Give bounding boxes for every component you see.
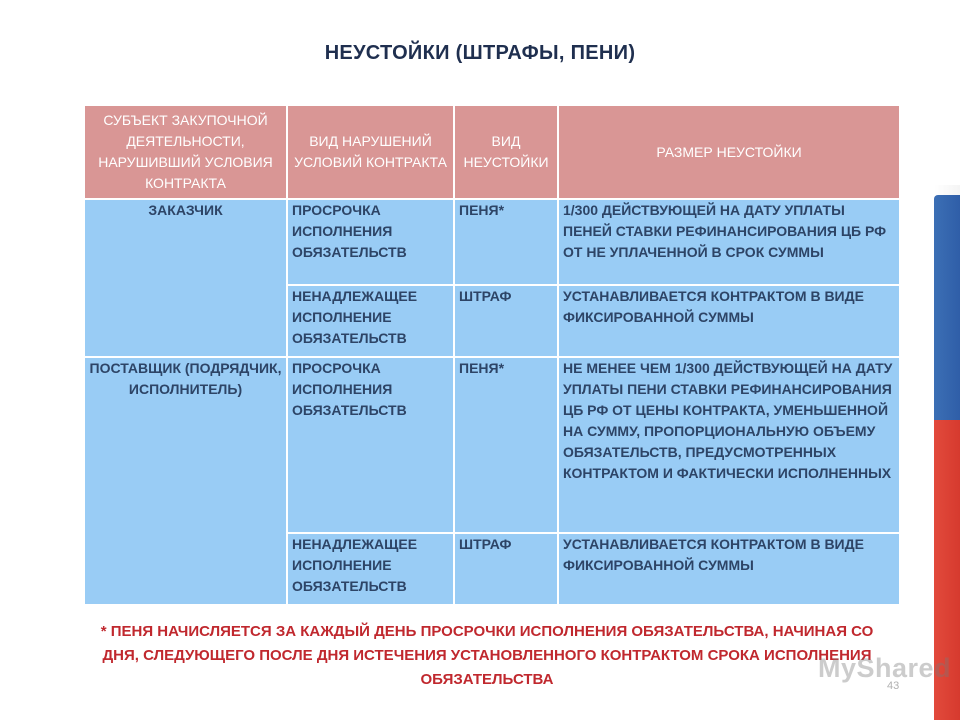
subject-supplier: ПОСТАВЩИК (ПОДРЯДЧИК, ИСПОЛНИТЕЛЬ)	[84, 357, 287, 605]
table-row	[84, 199, 900, 285]
slide-title: НЕУСТОЙКИ (ШТРАФЫ, ПЕНИ)	[324, 42, 636, 64]
watermark-logo: MyShared	[818, 653, 952, 683]
penalty-type-cell: ПЕНЯ*	[454, 199, 558, 285]
flag-blue-stripe	[934, 195, 960, 422]
penalty-amount-cell: УСТАНАВЛИВАЕТСЯ КОНТРАКТОМ В ВИДЕ ФИКСИРОВАННОЙ СУММЫ	[558, 285, 900, 357]
violation-cell: НЕНАДЛЕЖАЩЕЕ ИСПОЛНЕНИЕ ОБЯЗАТЕЛЬСТВ	[287, 285, 454, 357]
violation-cell: ПРОСРОЧКА ИСПОЛНЕНИЯ ОБЯЗАТЕЛЬСТВ	[287, 357, 454, 533]
penalty-type-cell: ШТРАФ	[454, 285, 558, 357]
penalty-amount-cell: УСТАНАВЛИВАЕТСЯ КОНТРАКТОМ В ВИДЕ ФИКСИРОВАННОЙ СУММЫ	[558, 533, 900, 605]
violation-cell: ПРОСРОЧКА ИСПОЛНЕНИЯ ОБЯЗАТЕЛЬСТВ	[287, 199, 454, 285]
footnote: * ПЕНЯ НАЧИСЛЯЕТСЯ ЗА КАЖДЫЙ ДЕНЬ ПРОСРОЧКИ ИСПОЛНЕНИЯ ОБЯЗАТЕЛЬСТВА, НАЧИНАЯ СО ДНЯ, СЛЕДУЮЩЕГО ПОСЛЕ ДНЯ ИСТЕЧЕНИЯ УСТАНОВЛЕННОГО КОНТРАКТОМ СРОКА ИСПОЛНЕНИЯ ОБЯЗАТЕЛЬСТВА	[100, 623, 874, 688]
header-penalty-type: ВИД НЕУСТОЙКИ	[454, 105, 558, 199]
page-number: 43	[887, 680, 900, 692]
penalty-type-cell: ШТРАФ	[454, 533, 558, 605]
table-row	[84, 357, 900, 533]
subject-customer: ЗАКАЗЧИК	[84, 199, 287, 357]
header-violation: ВИД НАРУШЕНИЙ УСЛОВИЙ КОНТРАКТА	[287, 105, 454, 199]
penalty-amount-cell: 1/300 ДЕЙСТВУЮЩЕЙ НА ДАТУ УПЛАТЫ ПЕНЕЙ СТАВКИ РЕФИНАНСИРОВАНИЯ ЦБ РФ ОТ НЕ УПЛАЧЕННОЙ В СРОК СУММЫ	[558, 199, 900, 285]
header-subject: СУБЪЕКТ ЗАКУПОЧНОЙ ДЕЯТЕЛЬНОСТИ, НАРУШИВШИЙ УСЛОВИЯ КОНТРАКТА	[84, 105, 287, 199]
violation-cell: НЕНАДЛЕЖАЩЕЕ ИСПОЛНЕНИЕ ОБЯЗАТЕЛЬСТВ	[287, 533, 454, 605]
header-penalty-amount: РАЗМЕР НЕУСТОЙКИ	[558, 105, 900, 199]
penalty-type-cell: ПЕНЯ*	[454, 357, 558, 533]
penalty-amount-cell: НЕ МЕНЕЕ ЧЕМ 1/300 ДЕЙСТВУЮЩЕЙ НА ДАТУ УПЛАТЫ ПЕНИ СТАВКИ РЕФИНАНСИРОВАНИЯ ЦБ РФ ОТ ЦЕНЫ КОНТРАКТА, УМЕНЬШЕННОЙ НА СУММУ, ПРОПОРЦИОНАЛЬНУЮ ОБЪЕМУ ОБЯЗАТЕЛЬСТВ, ПРЕДУСМОТРЕННЫХ КОНТРАКТОМ И ФАКТИЧЕСКИ ИСПОЛНЕННЫХ	[558, 357, 900, 533]
penalties-table	[83, 104, 901, 606]
table-header-row	[84, 105, 900, 199]
